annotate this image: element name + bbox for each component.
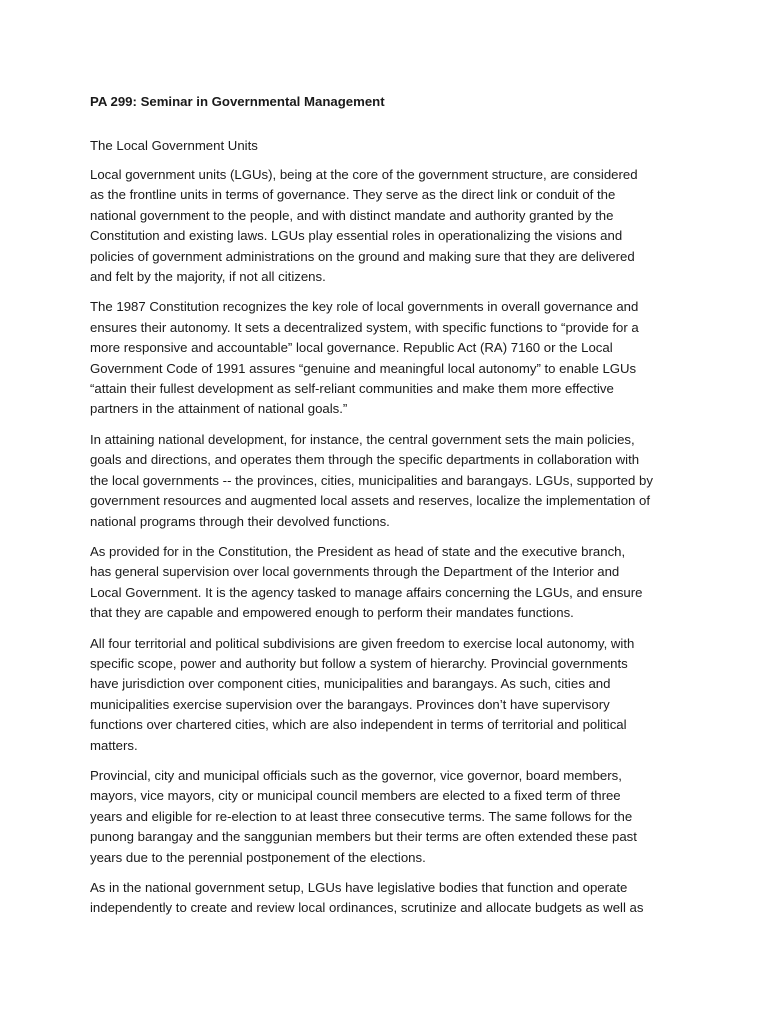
- paragraph-line: The 1987 Constitution recognizes the key role of local governments in overall governance and: [90, 299, 639, 315]
- paragraph-line: Government Code of 1991 assures “genuine and meaningful local autonomy” to enable LGUs: [90, 360, 637, 376]
- paragraph-line: Local government units (LGUs), being at the core of the government structure, are considered: [90, 167, 638, 182]
- paragraph-line: punong barangay and the sanggunian members but their terms are often extended these past: [90, 829, 637, 845]
- paragraph-line: municipalities exercise supervision over the barangays. Provinces don’t have supervisory: [90, 696, 610, 712]
- paragraph-line: mayors, vice mayors, city or municipal council members are elected to a fixed term of three: [90, 788, 621, 804]
- paragraph-line: matters.: [90, 737, 138, 753]
- paragraph-line: have jurisdiction over component cities, municipalities and barangays. As such, cities and: [90, 676, 611, 692]
- paragraph-line: as the frontline units in terms of governance. They serve as the direct link or conduit of the: [90, 187, 616, 203]
- paragraph-5: [90, 634, 690, 756]
- paragraph-line: years and eligible for re-election to at least three consecutive terms. The same follows for the: [90, 808, 633, 824]
- paragraph-line: national programs through their devolved functions.: [90, 513, 390, 529]
- paragraph-line: national government to the people, and with distinct mandate and authority granted by the: [90, 207, 614, 223]
- paragraph-line: All four territorial and political subdivisions are given freedom to exercise local autonomy, with: [90, 635, 635, 651]
- paragraph-line: goals and directions, and operates them through the specific departments in collaboration with: [90, 452, 640, 468]
- paragraph-line: independently to create and review local ordinances, scrutinize and allocate budgets as well as: [90, 900, 644, 916]
- paragraph-line: years due to the perennial postponement of the elections.: [90, 849, 426, 865]
- paragraph-line: Constitution and existing laws. LGUs play essential roles in operationalizing the visions and: [90, 228, 623, 244]
- document-page: [90, 92, 690, 929]
- paragraph-line: specific scope, power and authority but follow a system of hierarchy. Provincial governments: [90, 655, 628, 671]
- paragraph-line: functions over chartered cities, which are also independent in terms of territorial and political: [90, 717, 627, 733]
- paragraph-7: [90, 878, 690, 919]
- course-title: PA 299: Seminar in Governmental Management: [90, 94, 385, 109]
- paragraph-line: policies of government administrations on the ground and making sure that they are delivered: [90, 248, 635, 264]
- paragraph-line: the local governments -- the provinces, cities, municipalities and barangays. LGUs, supported by: [90, 472, 653, 488]
- paragraph-1: [90, 165, 690, 287]
- paragraph-line: Provincial, city and municipal officials such as the governor, vice governor, board members,: [90, 767, 622, 783]
- paragraph-3: [90, 430, 690, 532]
- paragraph-line: Local Government. It is the agency tasked to manage affairs concerning the LGUs, and ensure: [90, 584, 643, 600]
- paragraph-line: ensures their autonomy. It sets a decentralized system, with specific functions to “provide for a: [90, 319, 639, 335]
- paragraph-line: “attain their fullest development as self-reliant communities and make them more effective: [90, 381, 614, 397]
- paragraph-line: In attaining national development, for instance, the central government sets the main policies,: [90, 431, 635, 447]
- paragraph-line: and felt by the majority, if not all citizens.: [90, 269, 326, 285]
- paragraph-line: more responsive and accountable” local governance. Republic Act (RA) 7160 or the Local: [90, 340, 613, 356]
- paragraph-line: that they are capable and empowered enough to perform their mandates functions.: [90, 605, 574, 621]
- paragraph-2: [90, 297, 690, 419]
- paragraph-line: As in the national government setup, LGUs have legislative bodies that function and operate: [90, 880, 628, 895]
- paragraph-line: government resources and augmented local assets and reserves, localize the implementation of: [90, 493, 651, 509]
- paragraph-line: As provided for in the Constitution, the President as head of state and the executive branch,: [90, 543, 626, 559]
- section-heading: The Local Government Units: [90, 138, 258, 153]
- paragraph-4: [90, 542, 690, 624]
- paragraph-line: has general supervision over local governments through the Department of the Interior and: [90, 564, 620, 580]
- paragraph-6: [90, 766, 690, 868]
- paragraph-line: partners in the attainment of national goals.”: [90, 401, 348, 417]
